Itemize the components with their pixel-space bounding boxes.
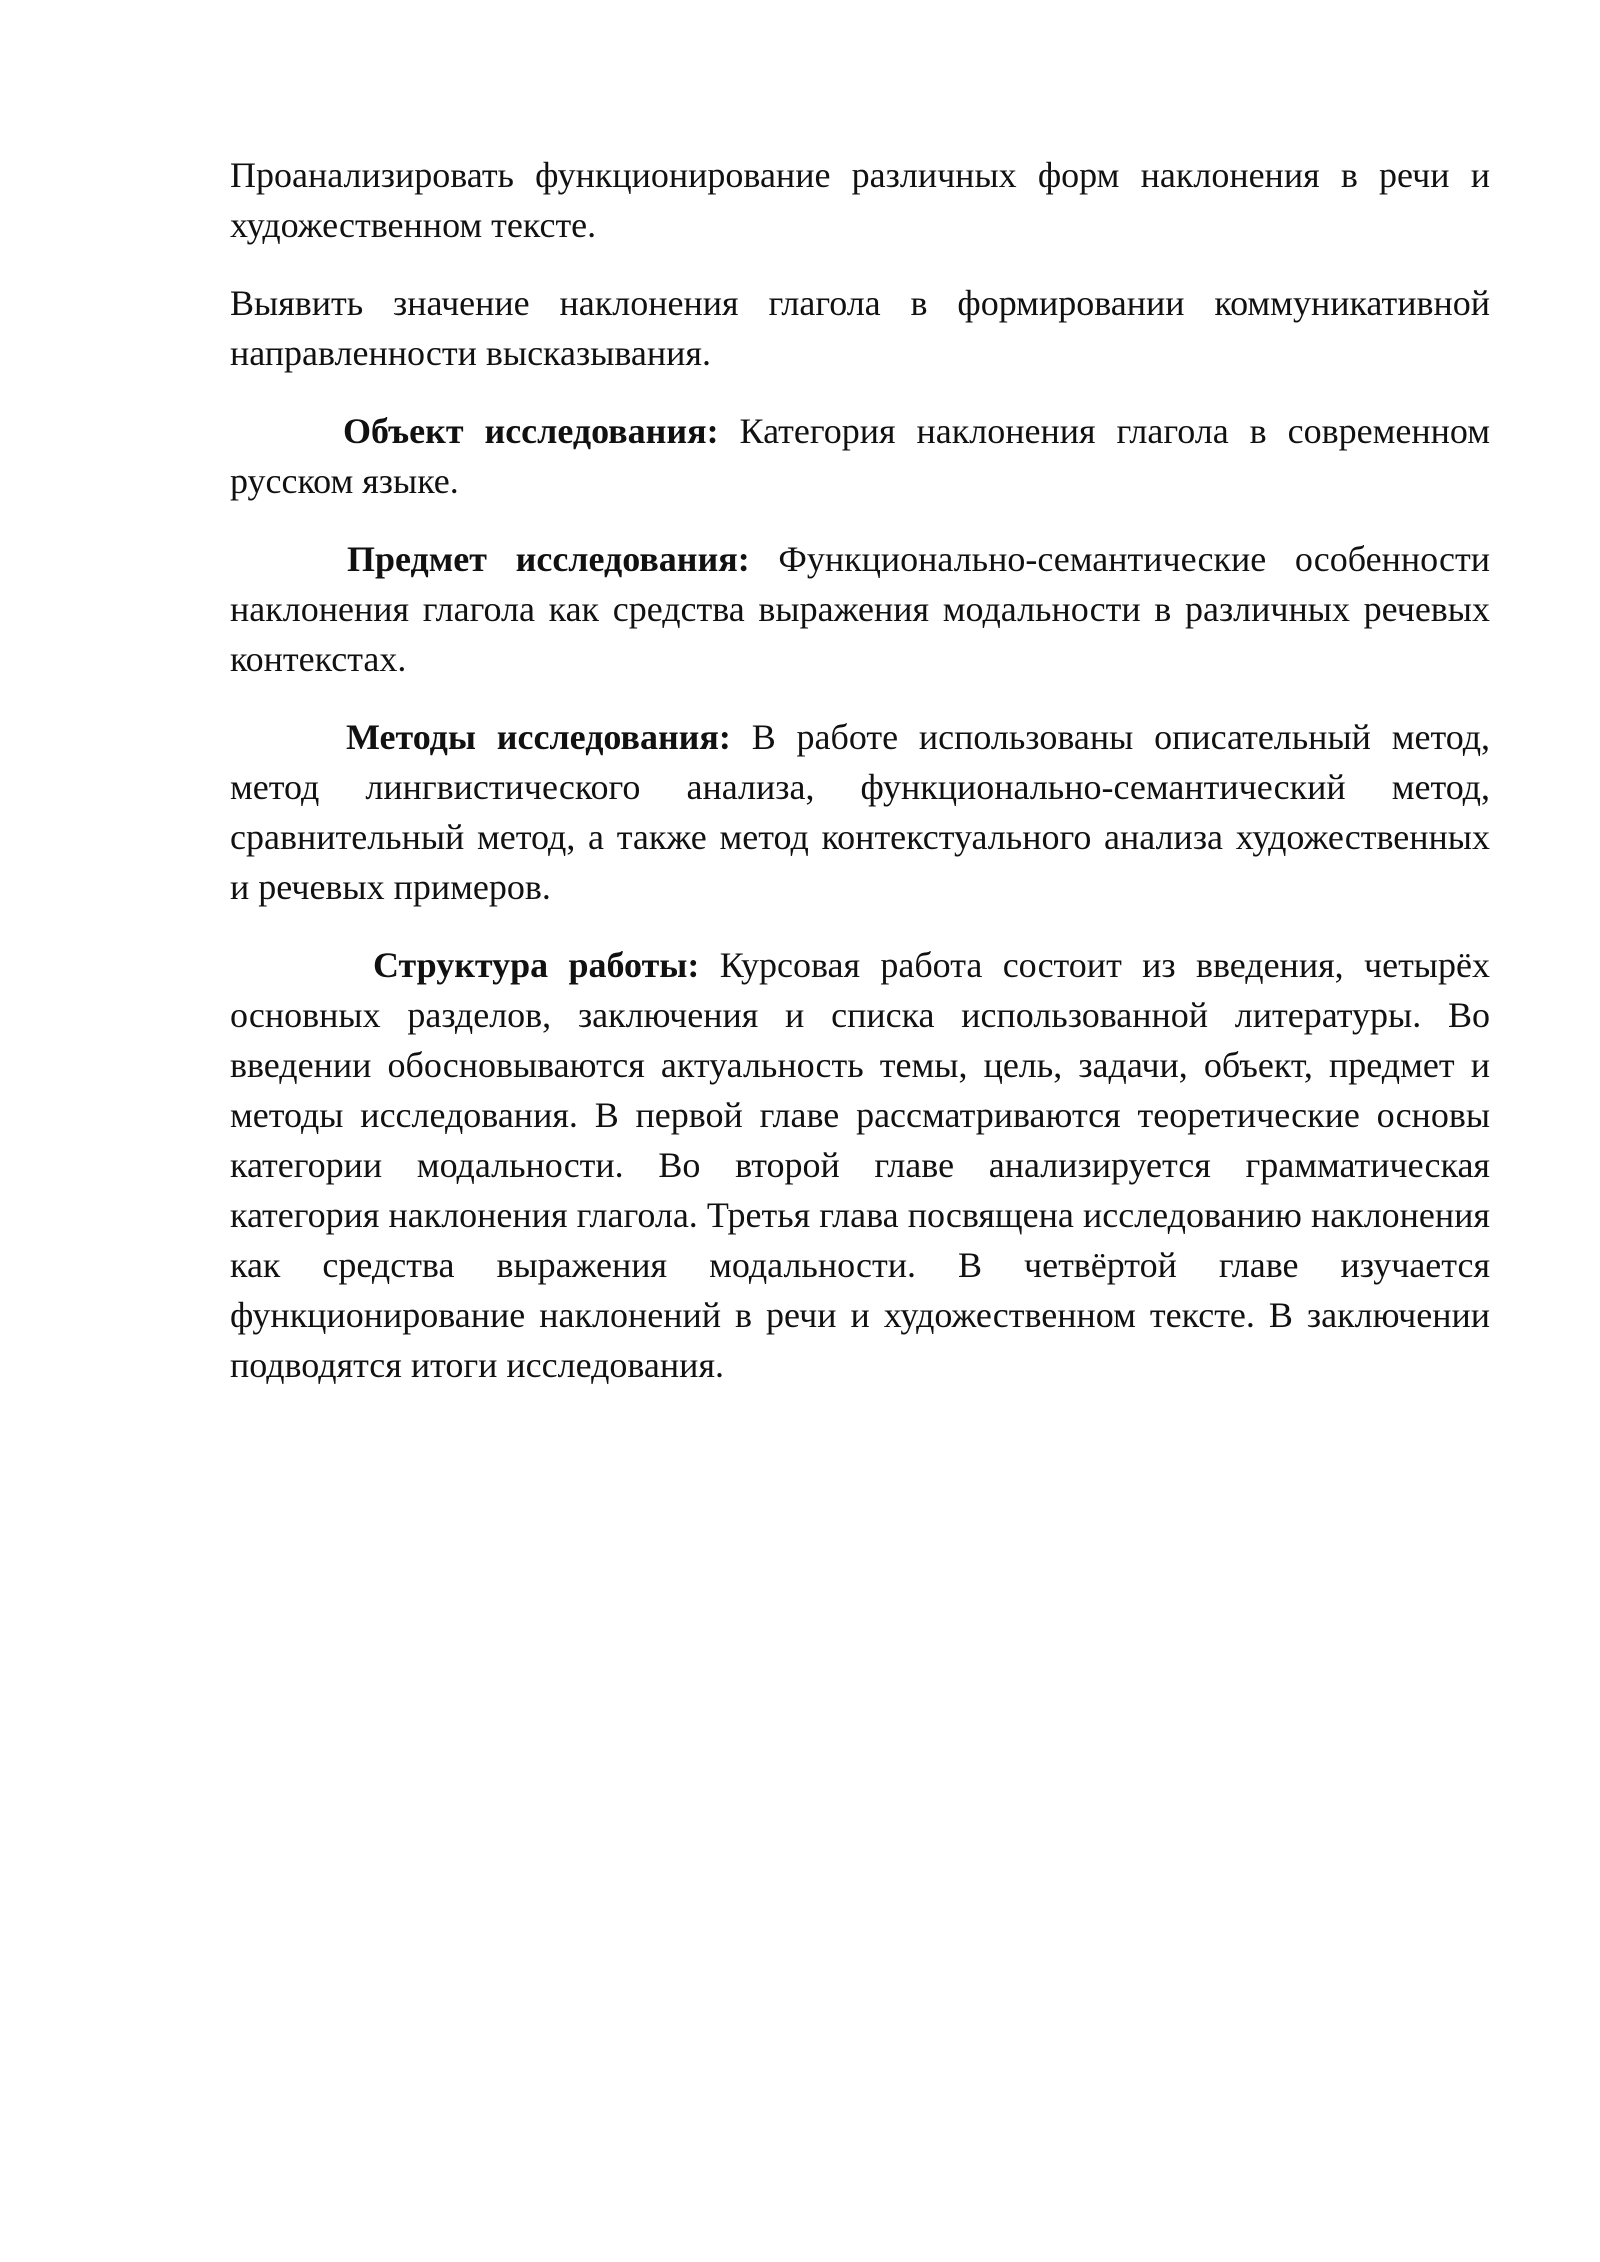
research-subject-text: Функционально-семантические особенности наклонения глагола как средства выражения модальности в различных речевых контекстах. bbox=[230, 539, 1490, 679]
research-methods-text: В работе использованы описательный метод, метод лингвистического анализа, функционально-семантический метод, сравнительный метод, а также метод контекстуального анализа художественных и речевых примеров. bbox=[230, 717, 1491, 907]
research-object-label: Объект исследования: bbox=[343, 411, 719, 451]
work-structure-label: Структура работы: bbox=[373, 945, 700, 985]
paragraph-text: Проанализировать функционирование различных форм наклонения в речи и художественном тексте. bbox=[230, 155, 1490, 245]
research-object-paragraph bbox=[230, 406, 1490, 506]
task-paragraph-1 bbox=[230, 150, 1490, 250]
work-structure-text: Курсовая работа состоит из введения, четырёх основных разделов, заключения и списка использованной литературы. Во введении обосновываются актуальность темы, цель, задачи, объект, предмет и методы исследования. В первой главе рассматриваются теоретические основы категории модальности. Во второй главе анализируется грамматическая категория наклонения глагола. Третья глава посвящена исследованию наклонения как средства выражения модальности. В четвёртой главе изучается функционирование наклонений в речи и художественном тексте. В заключении подводятся итоги исследования. bbox=[230, 945, 1490, 1385]
research-subject-label: Предмет исследования: bbox=[347, 539, 750, 579]
paragraph-text: Выявить значение наклонения глагола в формировании коммуникативной направленности высказывания. bbox=[230, 283, 1490, 373]
research-methods-paragraph bbox=[230, 712, 1490, 912]
research-subject-paragraph bbox=[230, 534, 1490, 684]
work-structure-paragraph bbox=[230, 940, 1490, 1390]
research-object-text: Категория наклонения глагола в современном русском языке. bbox=[230, 411, 1490, 501]
task-paragraph-2 bbox=[230, 278, 1490, 378]
document-body bbox=[230, 150, 1490, 1418]
research-methods-label: Методы исследования: bbox=[346, 717, 731, 757]
